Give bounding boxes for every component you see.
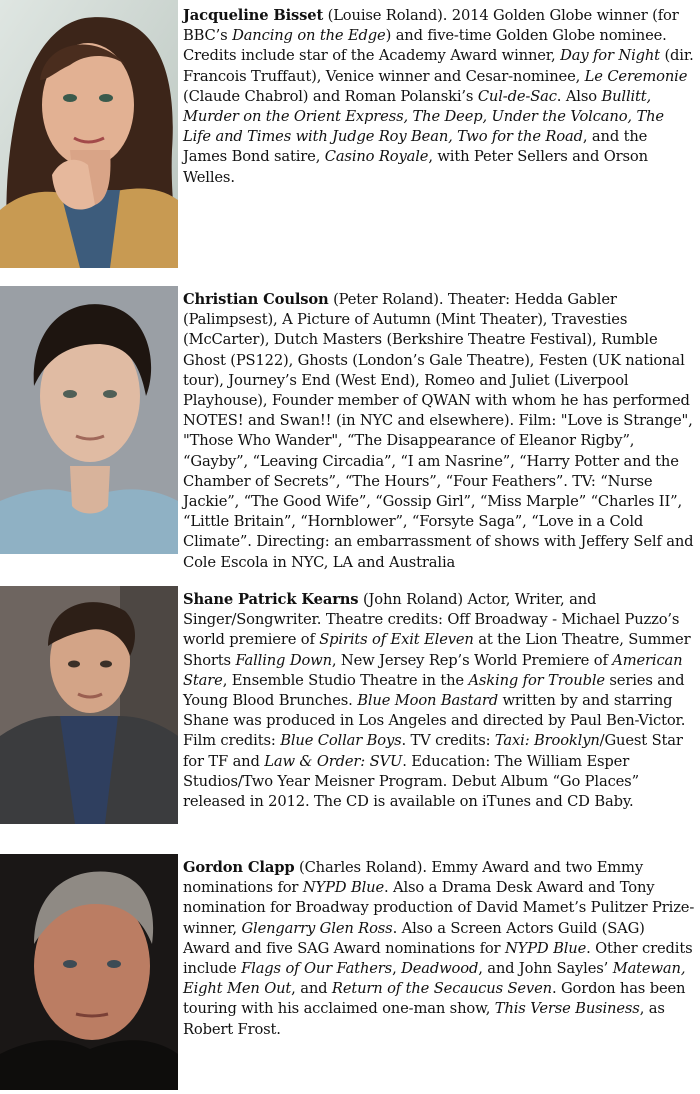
bio-text — [183, 858, 695, 1040]
bio-text-run: , as Robert Frost. — [183, 1000, 665, 1038]
italic-title: Spirits of Exit Eleven — [319, 631, 474, 649]
bio-text-run: . Also — [556, 87, 602, 105]
bio-text-run: series and Young Blood Brunches. — [183, 671, 685, 710]
italic-title: Return of the Secaucus Seven — [331, 980, 552, 998]
bio-text-run: . Also a Drama Desk Award and Tony nomination for Broadway production of David Mamet’s Pulitzer Prize-winner, — [183, 879, 695, 937]
actor-name: Gordon Clapp — [183, 859, 295, 876]
bio-text — [183, 590, 695, 812]
italic-title: Casino Royale — [324, 148, 429, 166]
headshot-photo — [0, 854, 178, 1090]
actor-name: Christian Coulson — [183, 291, 329, 308]
italic-title: Bullitt, Murder on the Orient Express, The Deep, Under the Volcano, The Life and Times with Judge Roy Bean, Two for the Road — [183, 87, 664, 146]
italic-title: Deadwood — [401, 960, 479, 978]
bio-text-run: , and John Sayles’ — [478, 960, 613, 978]
bio-text-run: . Education: The William Esper Studios/Two Year Meisner Program. Debut Album “Go Places” released in 2012. The CD is available on iTunes and CD Baby. — [183, 752, 639, 811]
headshot-photo — [0, 0, 178, 268]
italic-title: Glengarry Glen Ross — [241, 919, 393, 937]
italic-title: Matewan, Eight Men Out — [183, 960, 686, 998]
italic-title: This Verse Business — [494, 1000, 640, 1018]
bio-text-run: , and — [291, 980, 332, 998]
bio-text-run: ) and five-time Golden Globe nominee. Credits include star of the Academy Award winner, — [183, 27, 667, 65]
headshot-photo — [0, 286, 178, 554]
bio-text-run: . Also a Screen Actors Guild (SAG) Award and five SAG Award nominations for — [183, 919, 645, 957]
bio-text-run: (John Roland) Actor, Writer, and Singer/Songwriter. Theatre credits: Off Broadway - Michael Puzzo’s world premiere of — [183, 591, 680, 649]
italic-title: Blue Moon Bastard — [357, 692, 498, 710]
bio-description — [183, 859, 694, 1038]
bio-christian-coulson — [0, 286, 700, 571]
italic-title: NYPD Blue — [302, 879, 384, 897]
headshot-photo — [0, 586, 178, 824]
bio-text-run: , and the James Bond satire, — [183, 128, 648, 166]
actor-name: Shane Patrick Kearns — [183, 591, 359, 608]
italic-title: Le Ceremonie — [584, 67, 688, 85]
italic-title: Dancing on the Edge — [232, 27, 386, 45]
italic-title: Day for Night — [560, 47, 660, 65]
bio-gordon-clapp — [0, 854, 700, 1092]
bio-text-run: , New Jersey Rep’s World Premiere of — [331, 651, 613, 669]
bio-text — [183, 290, 695, 573]
italic-title: Taxi: Brooklyn — [494, 732, 600, 750]
bio-text-run: at the Lion Theatre, Summer Shorts — [183, 631, 691, 669]
bio-text-run: (Louise Roland). 2014 Golden Globe winner (for BBC’s — [183, 7, 679, 45]
bio-text-run: (Charles Roland). Emmy Award and two Emmy nominations for — [183, 859, 643, 897]
bio-text-run: , — [392, 960, 402, 978]
italic-title: Flags of Our Fathers — [241, 960, 393, 978]
bio-text-run: (Claude Chabrol) and Roman Polanski’s — [183, 87, 478, 105]
bio-description — [183, 7, 694, 186]
italic-title: Law & Order: SVU — [264, 752, 403, 770]
actor-name: Jacqueline Bisset — [183, 7, 324, 24]
bio-description — [183, 591, 690, 810]
bio-text-run: written by and starring Shane was produced in Los Angeles and directed by Paul Ben-Victor. Film credits: — [183, 692, 686, 750]
italic-title: Asking for Trouble — [468, 671, 605, 689]
bio-text-run: . Other credits include — [183, 939, 693, 978]
bio-text — [183, 6, 695, 188]
bio-text-run: (Peter Roland). Theater: Hedda Gabler (Palimpsest), A Picture of Autumn (Mint Theater), Travesties (McCarter), Dutch Masters (Berkshire Theatre Festival), Rumble Ghost (PS122), Ghosts (London’s Gale Theatre), Festen (UK national tour), Journey’s End (West End), Romeo and Juliet (Liverpool Playhouse), Founder member of QWAN with whom he has performed NOTES! and Swan!! (in NYC and elsewhere). Film: "Love is Strange", "Those Who Wander", “The Disappearance of Eleanor Rigby”, “Gayby”, “Leaving Circadia”, “I am Nasrine”, “Harry Potter and the Chamber of Secrets”, “The Hours”, “Four Feathers”. TV: “Nurse Jackie”, “The Good Wife”, “Gossip Girl”, “Miss Marple” “Charles II”, “Little Britain”, “Hornblower”, “Forsyte Saga”, “Love in a Cold Climate”. Directing: an embarrassment of shows with Jeffery Self and Cole Escola in NYC, LA and Australia — [183, 291, 694, 571]
bio-text-run: (dir. Francois Truffaut), Venice winner and Cesar-nominee, — [183, 47, 694, 85]
italic-title: Cul-de-Sac — [477, 87, 557, 105]
bio-shane-patrick-kearns — [0, 586, 700, 826]
bio-jacqueline-bisset — [0, 0, 700, 270]
bio-text-run: . TV credits: — [401, 732, 495, 750]
italic-title: NYPD Blue — [504, 939, 587, 957]
bio-text-run: . Gordon has been touring with his acclaimed one-man show, — [183, 980, 686, 1018]
italic-title: Falling Down — [235, 651, 332, 669]
italic-title: Blue Collar Boys — [280, 732, 402, 750]
bio-text-run: , with Peter Sellers and Orson Welles. — [183, 148, 648, 186]
italic-title: American Stare — [183, 651, 683, 689]
bio-text-run: /Guest Star for TF and — [183, 732, 683, 770]
bio-text-run: , Ensemble Studio Theatre in the — [222, 671, 469, 689]
bio-description — [183, 291, 693, 571]
